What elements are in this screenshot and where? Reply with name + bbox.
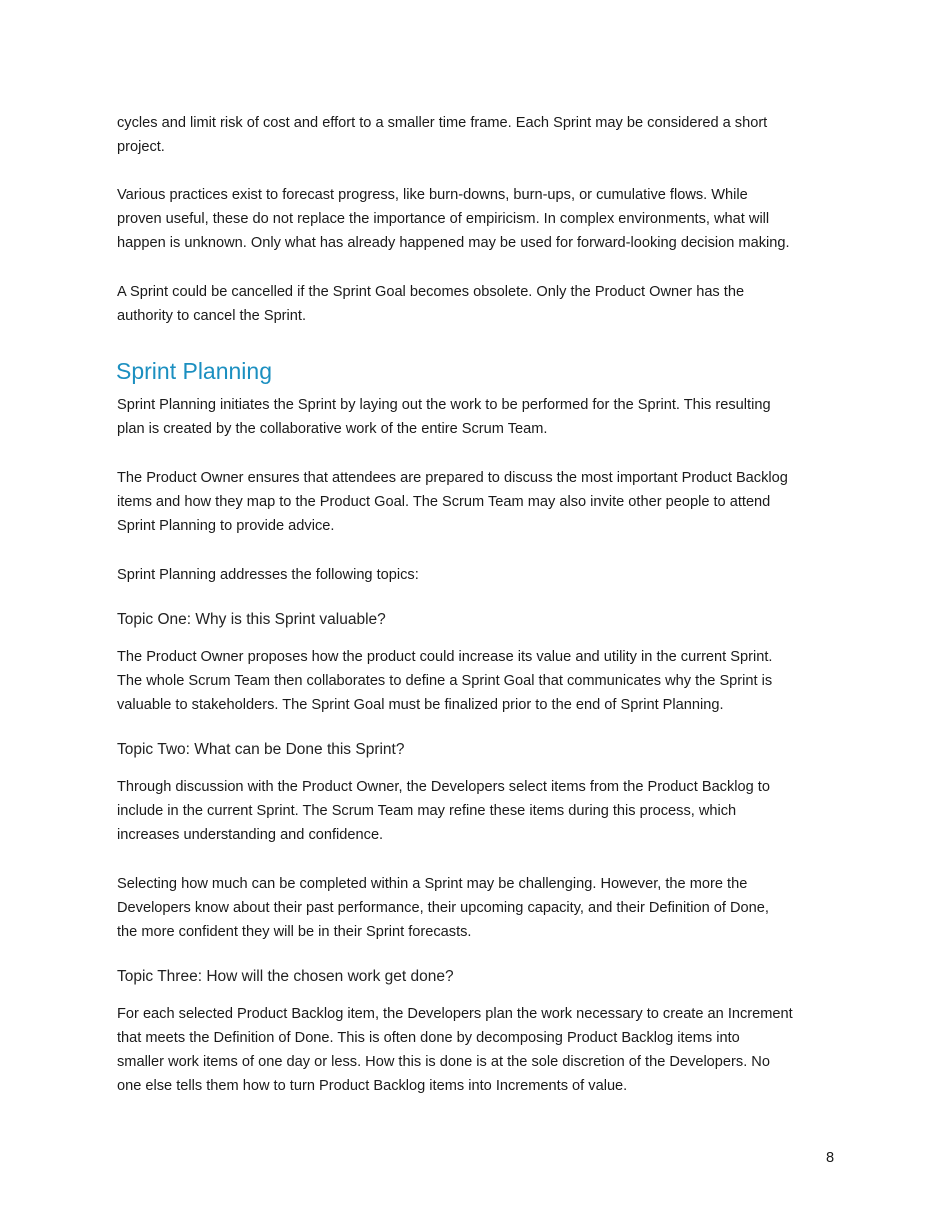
paragraph — [117, 775, 770, 847]
paragraph-line: plan is created by the collaborative work of the entire Scrum Team. — [117, 421, 548, 437]
paragraph-line: Sprint Planning to provide advice. — [117, 518, 335, 534]
paragraph — [117, 645, 772, 717]
paragraph-line: For each selected Product Backlog item, the Developers plan the work necessary to create an Increment — [117, 1006, 793, 1022]
paragraph-line: The Product Owner ensures that attendees are prepared to discuss the most important Product Backlog — [117, 470, 788, 486]
paragraph-line: happen is unknown. Only what has already happened may be used for forward-looking decision making. — [117, 235, 790, 251]
topic-heading: Topic Three: How will the chosen work get done? — [117, 968, 454, 985]
paragraph-line: A Sprint could be cancelled if the Sprint Goal becomes obsolete. Only the Product Owner has the — [117, 284, 745, 300]
topic-heading: Topic One: Why is this Sprint valuable? — [117, 611, 386, 628]
paragraph-line: that meets the Definition of Done. This is often done by decomposing Product Backlog items into — [117, 1030, 740, 1046]
paragraph-line: Various practices exist to forecast progress, like burn-downs, burn-ups, or cumulative flows. While — [117, 187, 748, 203]
paragraph-line: The whole Scrum Team then collaborates to define a Sprint Goal that communicates why the Sprint is — [117, 673, 773, 689]
paragraph-line: the more confident they will be in their Sprint forecasts. — [117, 924, 472, 940]
paragraph — [117, 466, 788, 538]
topic-heading: Topic Two: What can be Done this Sprint? — [117, 741, 405, 758]
paragraph-line: The Product Owner proposes how the product could increase its value and utility in the current Sprint. — [117, 649, 773, 665]
paragraph — [117, 111, 767, 159]
paragraph-line: Sprint Planning addresses the following topics: — [117, 567, 419, 583]
paragraph — [117, 1002, 793, 1098]
paragraph-line: Selecting how much can be completed within a Sprint may be challenging. However, the more the — [117, 876, 748, 892]
paragraph-line: project. — [117, 139, 165, 155]
paragraph-line: items and how they map to the Product Goal. The Scrum Team may also invite other people to attend — [117, 494, 771, 510]
paragraph — [117, 183, 790, 255]
paragraph — [117, 563, 419, 587]
paragraph-line: one else tells them how to turn Product Backlog items into Increments of value. — [117, 1078, 628, 1094]
paragraph-line: include in the current Sprint. The Scrum Team may refine these items during this process, which — [117, 803, 737, 819]
paragraph-line: cycles and limit risk of cost and effort to a smaller time frame. Each Sprint may be considered a short — [117, 115, 768, 131]
paragraph-line: proven useful, these do not replace the importance of empiricism. In complex environments, what will — [117, 211, 770, 227]
paragraph — [117, 872, 769, 944]
paragraph-line: valuable to stakeholders. The Sprint Goal must be finalized prior to the end of Sprint Planning. — [117, 697, 724, 713]
paragraph — [117, 280, 744, 328]
section-heading: Sprint Planning — [116, 358, 272, 384]
paragraph-line: Through discussion with the Product Owner, the Developers select items from the Product Backlog to — [117, 779, 770, 795]
paragraph-line: increases understanding and confidence. — [117, 827, 384, 843]
paragraph — [117, 393, 771, 441]
paragraph-line: authority to cancel the Sprint. — [117, 308, 307, 324]
paragraph-line: Sprint Planning initiates the Sprint by laying out the work to be performed for the Sprint. This resulting — [117, 397, 771, 413]
paragraph-line: Developers know about their past performance, their upcoming capacity, and their Definition of Done, — [117, 900, 769, 916]
paragraph-line: smaller work items of one day or less. How this is done is at the sole discretion of the Developers. No — [117, 1054, 770, 1070]
page-number: 8 — [826, 1150, 835, 1166]
